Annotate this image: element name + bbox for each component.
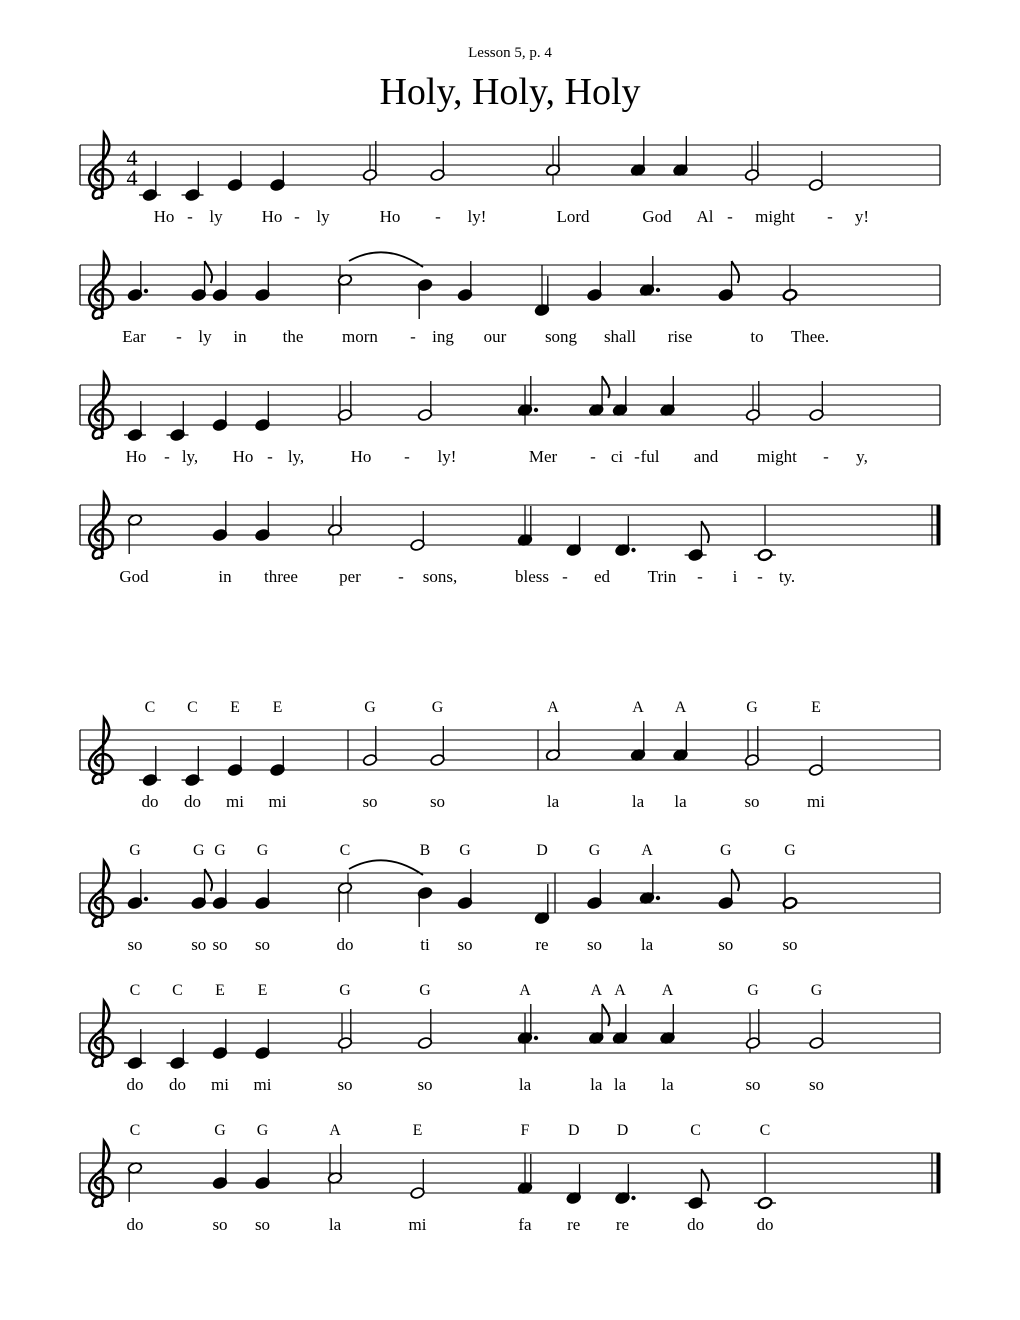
note-name-label: G <box>339 982 351 999</box>
solfege-syllable: mi <box>408 1215 427 1234</box>
note-name-label: A <box>519 982 531 999</box>
note-name-label: E <box>257 982 268 999</box>
lyric-hyphen: - <box>634 447 640 466</box>
note-head <box>757 548 772 561</box>
solfege-syllable: mi <box>211 1075 229 1094</box>
treble-clef-icon <box>89 1001 113 1067</box>
note-name-label: A <box>614 982 626 999</box>
solfege-syllable: ti <box>420 935 430 954</box>
solfege-syllable: re <box>615 1215 630 1234</box>
lyric-hyphen: - <box>187 207 193 226</box>
lyric-word: ly <box>316 207 330 226</box>
lyric-word: might <box>755 207 795 226</box>
treble-clef-path <box>89 253 113 319</box>
lyric-word: in <box>233 327 247 346</box>
treble-clef-icon <box>89 133 113 199</box>
lyric-word: in <box>218 567 232 586</box>
lyric-word: Al <box>696 207 714 226</box>
note-name-label: G <box>719 842 732 859</box>
solfege-syllable: do <box>141 792 159 811</box>
note-name-label: G <box>214 1122 226 1139</box>
solfege-syllable: la <box>546 792 560 811</box>
note-name-label: E <box>412 1122 423 1139</box>
solfege-syllable: so <box>191 935 207 954</box>
solfege-syllable: re <box>567 1215 581 1234</box>
solfege-syllable: la <box>631 792 645 811</box>
page-subtitle: Lesson 5, p. 4 <box>468 45 552 61</box>
solfege-syllable: so <box>457 935 473 954</box>
lyric-word: rise <box>667 327 693 346</box>
note-name-label: G <box>746 699 758 716</box>
lyric-word: God <box>119 567 149 586</box>
lyric-hyphen: - <box>404 447 410 466</box>
lyric-word: per <box>339 567 361 586</box>
solfege-syllable: do <box>184 792 201 811</box>
note-name-label: E <box>272 699 283 716</box>
lyric-word: our <box>483 327 507 346</box>
treble-clef-icon <box>89 253 113 319</box>
note-name-label: G <box>588 842 601 859</box>
solfege-syllable: so <box>362 792 378 811</box>
lyric-word: Ho <box>232 447 254 466</box>
lyric-word: ly! <box>437 447 457 466</box>
solfege-syllable: so <box>782 935 798 954</box>
lyric-hyphen: - <box>267 447 273 466</box>
lyric-word: three <box>264 567 298 586</box>
note-dot <box>534 408 538 412</box>
note-name-label: A <box>329 1122 341 1139</box>
lyric-word: Ho <box>350 447 372 466</box>
solfege-syllable: so <box>808 1075 825 1094</box>
note-name-label: B <box>419 842 431 859</box>
solfege-syllable: mi <box>226 792 244 811</box>
treble-clef-path <box>89 718 113 784</box>
lyric-word: ly, <box>287 447 305 466</box>
solfege-syllable: so <box>212 1215 228 1234</box>
note-name-label: G <box>431 699 444 716</box>
note-name-label: D <box>536 842 548 859</box>
solfege-syllable: mi <box>268 792 287 811</box>
lyric-word: ful <box>640 447 660 466</box>
note-dot <box>656 288 660 292</box>
note-name-label: A <box>590 982 603 999</box>
treble-clef-path <box>89 861 113 927</box>
note-name-label: A <box>641 842 653 859</box>
note-flag <box>732 261 740 283</box>
note-dot <box>534 1036 538 1040</box>
note-name-label: C <box>172 982 183 999</box>
treble-clef-path <box>89 1001 113 1067</box>
lyric-word: y, <box>856 447 868 466</box>
note-name-label: C <box>759 1122 771 1139</box>
lyric-word: shall <box>603 327 637 346</box>
lyric-word: sons, <box>422 567 458 586</box>
note-name-label: G <box>129 842 141 859</box>
note-dot <box>144 289 148 293</box>
note-head <box>757 1196 772 1209</box>
solfege-syllable: re <box>535 935 549 954</box>
note-name-label: A <box>661 982 674 999</box>
lyric-word: ty. <box>778 567 796 586</box>
lyric-word: bless <box>515 567 549 586</box>
note-name-label: G <box>214 842 226 859</box>
lyric-hyphen: - <box>398 567 404 586</box>
lyric-hyphen: - <box>410 327 416 346</box>
solfege-syllable: la <box>518 1075 532 1094</box>
lyric-word: Ear <box>122 327 146 346</box>
lyric-word: Lord <box>556 207 590 226</box>
solfege-syllable: mi <box>253 1075 272 1094</box>
solfege-syllable: la <box>674 792 687 811</box>
note-flag <box>701 1169 709 1191</box>
lyric-word: Ho <box>261 207 283 226</box>
lyric-word: God <box>642 207 672 226</box>
lyric-word: to <box>750 327 764 346</box>
solfege-syllable: do <box>126 1075 144 1094</box>
note-name-label: G <box>364 699 376 716</box>
lyric-word: might <box>757 447 797 466</box>
note-name-label: C <box>339 842 351 859</box>
solfege-syllable: so <box>417 1075 433 1094</box>
lyric-word: ed <box>593 567 611 586</box>
note-head <box>782 288 797 301</box>
lyric-word: ly <box>209 207 223 226</box>
lyric-hyphen: - <box>562 567 568 586</box>
lyric-word: Thee. <box>790 327 830 346</box>
lyric-hyphen: - <box>727 207 733 226</box>
treble-clef-icon <box>89 861 113 927</box>
note-name-label: G <box>192 842 205 859</box>
solfege-syllable: so <box>429 792 446 811</box>
note-name-label: D <box>616 1122 629 1139</box>
note-name-label: G <box>784 842 796 859</box>
note-flag <box>205 869 213 891</box>
solfege-syllable: do <box>169 1075 186 1094</box>
lyric-word: and <box>693 447 719 466</box>
note-name-label: C <box>187 699 198 716</box>
note-dot <box>631 1196 635 1200</box>
page-title: Holy, Holy, Holy <box>379 71 641 113</box>
solfege-syllable: so <box>586 935 603 954</box>
solfege-syllable: so <box>745 1075 761 1094</box>
lyric-hyphen: - <box>164 447 170 466</box>
solfege-syllable: so <box>744 792 760 811</box>
solfege-syllable: so <box>718 935 734 954</box>
lyric-hyphen: - <box>823 447 829 466</box>
solfege-syllable: fa <box>518 1215 532 1234</box>
lyric-hyphen: - <box>757 567 763 586</box>
solfege-syllable: do <box>126 1215 144 1234</box>
note-name-label: D <box>567 1122 580 1139</box>
lyric-word: Ho <box>379 207 401 226</box>
solfege-syllable: do <box>687 1215 705 1234</box>
note-name-label: C <box>144 699 156 716</box>
lyric-word: ly! <box>467 207 487 226</box>
solfege-syllable: la <box>661 1075 674 1094</box>
lyric-hyphen: - <box>435 207 441 226</box>
lyric-word: ci <box>610 447 624 466</box>
note-flag <box>205 261 213 283</box>
lyric-word: Ho <box>125 447 147 466</box>
solfege-syllable: so <box>254 935 271 954</box>
note-flag <box>732 869 740 891</box>
note-name-label: E <box>811 699 821 716</box>
lyric-word: Trin <box>647 567 677 586</box>
note-name-label: E <box>215 982 225 999</box>
note-dot <box>631 548 635 552</box>
solfege-syllable: do <box>336 935 354 954</box>
lyric-hyphen: - <box>294 207 300 226</box>
solfege-syllable: mi <box>807 792 825 811</box>
treble-clef-path <box>89 1141 113 1207</box>
note-name-label: A <box>547 699 559 716</box>
lyric-word: the <box>282 327 304 346</box>
lyric-hyphen: - <box>176 327 182 346</box>
lyric-hyphen: - <box>697 567 703 586</box>
treble-clef-icon <box>89 373 113 439</box>
note-dot <box>144 897 148 901</box>
treble-clef-path <box>89 373 113 439</box>
note-name-label: G <box>810 982 823 999</box>
solfege-syllable: so <box>127 935 143 954</box>
lyric-word: ly, <box>181 447 199 466</box>
lyric-hyphen: - <box>590 447 596 466</box>
solfege-syllable: la <box>640 935 654 954</box>
time-signature-top: 4 <box>126 145 138 170</box>
lyric-word: morn <box>342 327 378 346</box>
note-name-label: A <box>674 699 687 716</box>
note-name-label: G <box>256 842 269 859</box>
solfege-syllable: la <box>613 1075 627 1094</box>
time-signature-bottom: 4 <box>126 165 138 190</box>
lyric-word: Ho <box>153 207 175 226</box>
treble-clef-icon <box>89 493 113 559</box>
solfege-syllable: la <box>590 1075 603 1094</box>
note-flag <box>701 521 709 543</box>
lyric-word: y! <box>854 207 870 226</box>
note-name-label: G <box>419 982 431 999</box>
note-name-label: A <box>632 699 644 716</box>
note-name-label: C <box>690 1122 701 1139</box>
treble-clef-icon <box>89 718 113 784</box>
lyric-word: Mer <box>528 447 558 466</box>
lyric-word: i <box>732 567 738 586</box>
lyric-word: song <box>544 327 578 346</box>
solfege-syllable: so <box>254 1215 271 1234</box>
solfege-syllable: do <box>756 1215 774 1234</box>
note-dot <box>656 896 660 900</box>
solfege-syllable: so <box>337 1075 353 1094</box>
note-name-label: G <box>747 982 759 999</box>
note-name-label: C <box>129 982 141 999</box>
note-name-label: E <box>230 699 240 716</box>
treble-clef-path <box>89 493 113 559</box>
note-name-label: G <box>256 1122 269 1139</box>
solfege-syllable: so <box>212 935 228 954</box>
lyric-word: ing <box>432 327 454 346</box>
lyric-word: ly <box>198 327 212 346</box>
note-name-label: C <box>129 1122 141 1139</box>
note-name-label: G <box>459 842 471 859</box>
treble-clef-icon <box>89 1141 113 1207</box>
note-name-label: F <box>520 1122 530 1139</box>
treble-clef-path <box>89 133 113 199</box>
lyric-hyphen: - <box>827 207 833 226</box>
solfege-syllable: la <box>328 1215 342 1234</box>
